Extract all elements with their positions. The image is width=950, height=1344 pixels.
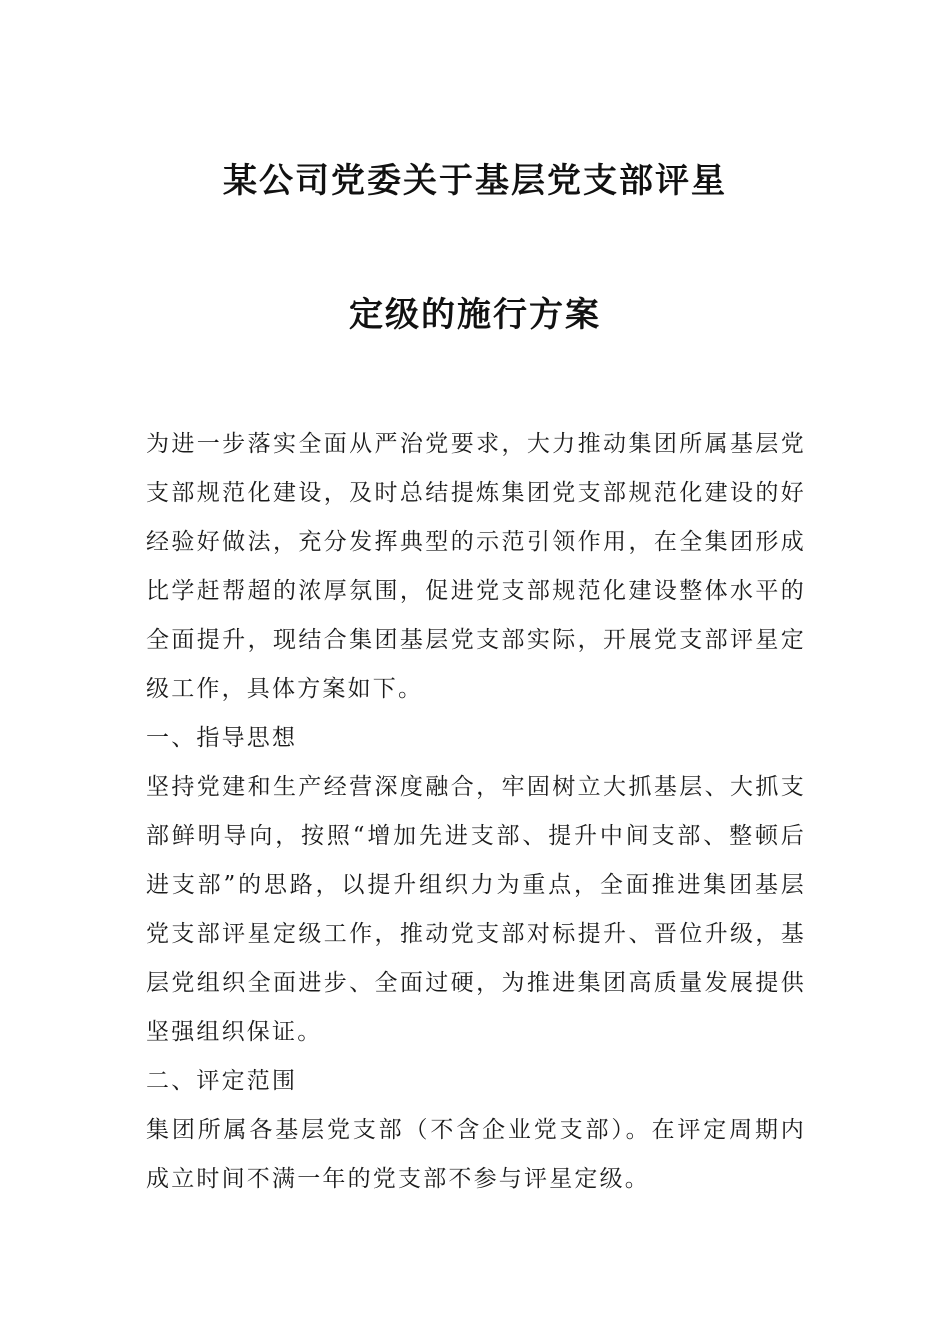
intro-paragraph: 为进一步落实全面从严治党要求，大力推动集团所属基层党支部规范化建设，及时总结提炼集团党支部规范化建设的好经验好做法，充分发挥典型的示范引领作用，在全集团形成比学赶帮超的浓厚氛围，促进党支部规范化建设整体水平的全面提升，现结合集团基层党支部实际，开展党支部评星定级工作，具体方案如下。 xyxy=(146,431,806,702)
scope-paragraph: 集团所属各基层党支部（不含企业党支部）。在评定周期内成立时间不满一年的党支部不参与评星定级。 xyxy=(146,1117,806,1192)
section-heading-guiding-thought: 一、指导思想 xyxy=(146,725,298,751)
document-title-line-2: 定级的施行方案 xyxy=(349,295,601,335)
guiding-thought-paragraph: 坚持党建和生产经营深度融合，牢固树立大抓基层、大抓支部鲜明导向，按照“增加先进支部、提升中间支部、整顿后进支部”的思路，以提升组织力为重点，全面推进集团基层党支部评星定级工作，推动党支部对标提升、晋位升级，基层党组织全面进步、全面过硬，为推进集团高质量发展提供坚强组织保证。 xyxy=(146,774,806,1045)
section-heading-scope: 二、评定范围 xyxy=(146,1068,298,1094)
document-title-line-1: 某公司党委关于基层党支部评星 xyxy=(223,161,727,201)
document-body xyxy=(146,420,806,1204)
